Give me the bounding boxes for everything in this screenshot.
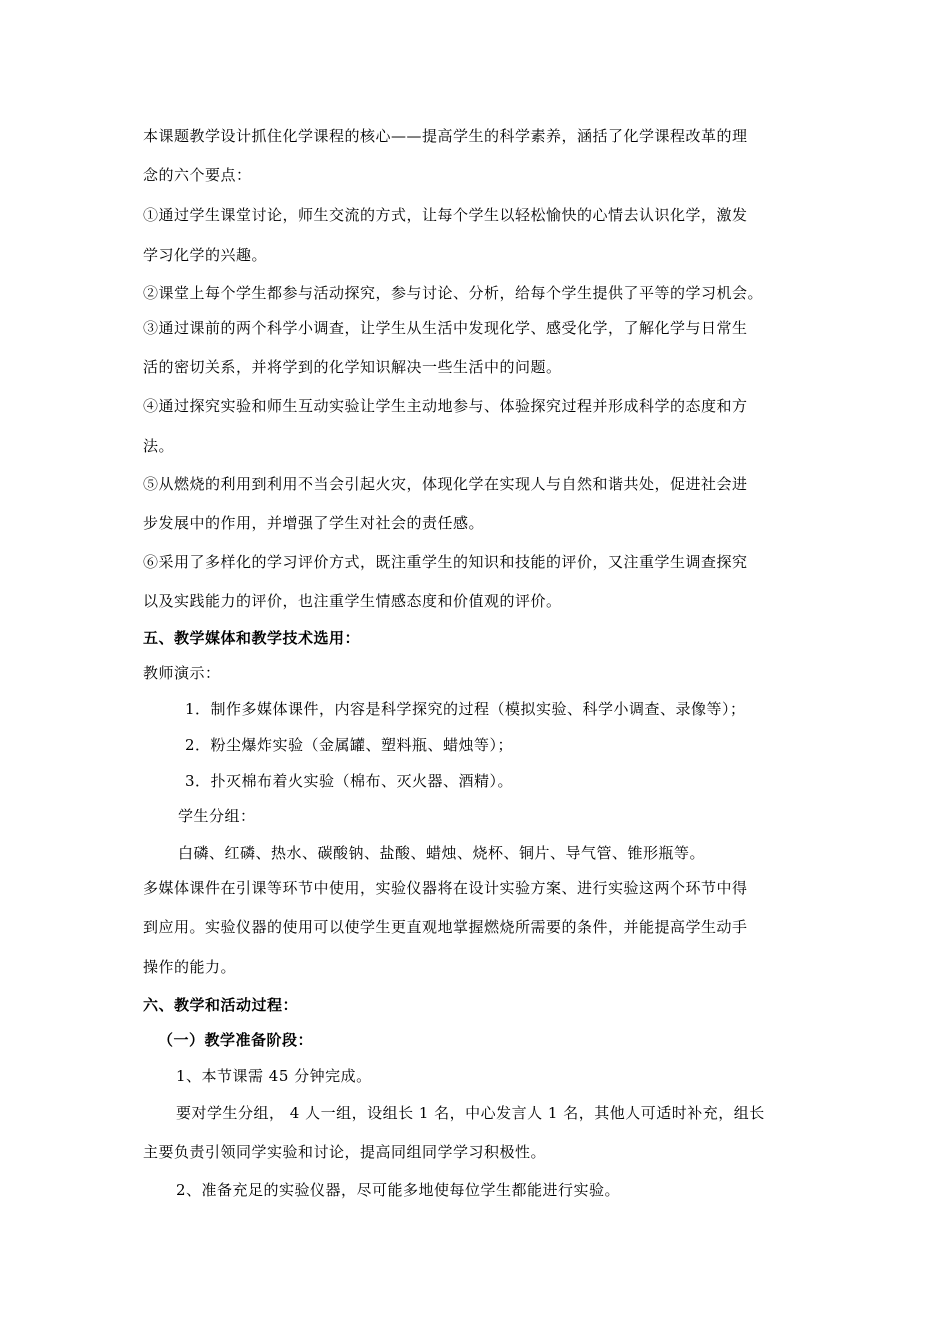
list-item: 1．制作多媒体课件，内容是科学探究的过程（模拟实验、科学小调查、录像等）；: [185, 700, 746, 718]
paragraph-line: 操作的能力。: [143, 958, 237, 976]
paragraph-line: 到应用。实验仪器的使用可以使学生更直观地掌握燃烧所需要的条件，并能提高学生动手: [143, 918, 748, 936]
paragraph-line: ③通过课前的两个科学小调查，让学生从生活中发现化学、感受化学，了解化学与日常生: [143, 319, 748, 337]
paragraph-line: 学习化学的兴趣。: [143, 246, 268, 264]
paragraph-line: 主要负责引领同学实验和讨论，提高同组同学学习积极性。: [143, 1143, 547, 1161]
paragraph-line: 本课题教学设计抓住化学课程的核心——提高学生的科学素养，涵括了化学课程改革的理: [143, 127, 748, 145]
list-item: 3．扑灭棉布着火实验（棉布、灭火器、酒精）。: [185, 772, 514, 790]
paragraph-line: ⑤从燃烧的利用到利用不当会引起火灾，体现化学在实现人与自然和谐共处，促进社会进: [143, 475, 748, 493]
paragraph-line: 法。: [143, 437, 175, 455]
section-heading: 五、教学媒体和教学技术选用：: [143, 629, 361, 647]
paragraph-line: 活的密切关系，并将学到的化学知识解决一些生活中的问题。: [143, 358, 562, 376]
paragraph-line: ④通过探究实验和师生互动实验让学生主动地参与、体验探究过程并形成科学的态度和方: [143, 397, 748, 415]
list-item: 2．粉尘爆炸实验（金属罐、塑料瓶、蜡烛等）；: [185, 736, 514, 754]
paragraph-line: 多媒体课件在引课等环节中使用，实验仪器将在设计实验方案、进行实验这两个环节中得: [143, 879, 748, 897]
paragraph-line: 1、本节课需 45 分钟完成。: [176, 1067, 372, 1085]
paragraph-line: ①通过学生课堂讨论，师生交流的方式，让每个学生以轻松愉快的心情去认识化学，激发: [143, 206, 748, 224]
paragraph-line: 念的六个要点：: [143, 166, 252, 184]
paragraph-line: 2、准备充足的实验仪器，尽可能多地使每位学生都能进行实验。: [176, 1181, 621, 1199]
paragraph-line: 以及实践能力的评价，也注重学生情感态度和价值观的评价。: [143, 592, 562, 610]
student-materials: 白磷、红磷、热水、碳酸钠、盐酸、蜡烛、烧杯、铜片、导气管、锥形瓶等。: [178, 844, 706, 862]
paragraph-line: 要对学生分组， 4 人一组，设组长 1 名，中心发言人 1 名，其他人可适时补充，组长: [176, 1104, 765, 1122]
student-label: 学生分组：: [178, 807, 256, 825]
paragraph-line: ⑥采用了多样化的学习评价方式，既注重学生的知识和技能的评价，又注重学生调查探究: [143, 553, 748, 571]
subsection-heading: （一）教学准备阶段：: [158, 1031, 314, 1049]
teacher-label: 教师演示：: [143, 664, 221, 682]
paragraph-line: 步发展中的作用，并增强了学生对社会的责任感。: [143, 514, 485, 532]
section-heading: 六、教学和活动过程：: [143, 996, 299, 1014]
paragraph-line: ②课堂上每个学生都参与活动探究，参与讨论、分析，给每个学生提供了平等的学习机会。: [143, 284, 764, 302]
